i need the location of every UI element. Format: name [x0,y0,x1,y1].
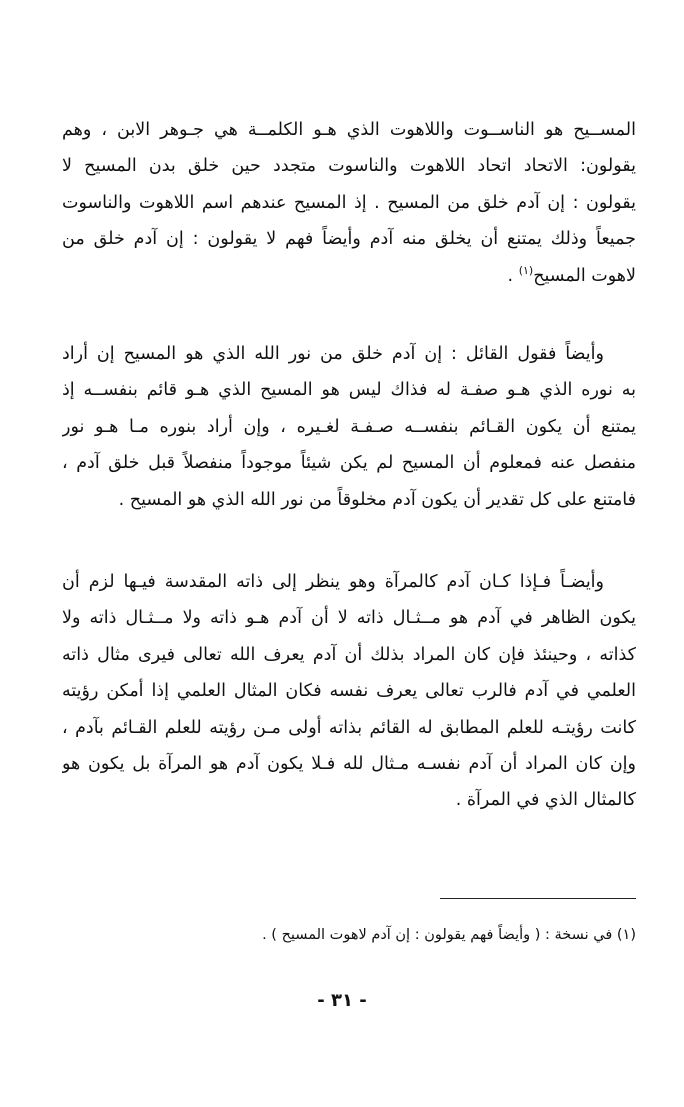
text-line: كانت رؤيتـه للعلم المطابق له القائم بذاته أولى مـن رؤيته للعلم القـائم بآدم ، [62,717,636,738]
text-line: المســيح هو الناســوت واللاهوت الذي هـو الكلمــة هي جـوهر الابن ، وهم [62,120,636,140]
text-line: به نوره الذي هـو صفـة له فذاك ليس هو المسيح الذي هـو قائم بنفســه إذ [62,380,636,401]
footnote: (١) في نسخة : ( وأيضاً فهم يقولون : إن آدم لاهوت المسيح ) . [262,927,636,943]
paragraph-1 [62,112,636,294]
text-line: يمتنع أن يكون القـائم بنفســه صـفـة لغـيره ، وإن أراد بنوره مـا هـو نور [62,416,636,437]
text-line: يقولون: الاتحاد اتحاد اللاهوت والناسوت متجدد حين خلق بدن المسيح لا [62,156,636,177]
text-line-last [62,258,636,294]
text-fragment-end: . [507,265,519,286]
page-number: - ٣١ - [317,990,367,1011]
paragraph-3 [62,564,636,819]
text-line: وأيضاً فقول القائل : إن آدم خلق من نور الله الذي هو المسيح إن أراد [62,344,604,364]
text-line: منفصل عنه فمعلوم أن المسيح لم يكن شيئاً موجوداً منفصلاً قبل خلق آدم ، [62,453,636,474]
footnote-separator [440,898,636,899]
text-line: جميعاً وذلك يمتنع أن يخلق منه آدم وأيضاً فهم لا يقولون : إن آدم خلق من [62,229,636,250]
text-fragment: لاهوت المسيح [533,265,636,286]
paragraph-2 [62,336,636,518]
text-line: كذاته ، وحينئذ فإن كان المراد بذلك أن آدم يعرف الله تعالى فيرى مثال ذاته [62,644,636,665]
text-line: العلمي في آدم فالرب تعالى يعرف نفسه فكان المثال العلمي إذا أمكن رؤيته [62,681,636,702]
text-line: يكون الظاهر في آدم هو مــثـال ذاته لا أن آدم هـو ذاته ولا مــثـال ذاته ولا [62,608,636,629]
text-line: وإن كان المراد أن آدم نفسـه مـثال لله فـلا يكون آدم هو المرآة بل يكون هو [62,754,636,775]
text-line-last: كالمثال الذي في المرآة . [455,790,636,811]
text-line: وأيضـاً فـإذا كـان آدم كالمرآة وهو ينظر إلى ذاته المقدسة فيـها لزم أن [62,572,604,592]
text-line: يقولون : إن آدم خلق من المسيح . إذ المسيح عندهم اسم اللاهوت والناسوت [62,192,636,213]
text-line-last: فامتنع على كل تقدير أن يكون آدم مخلوقاً من نور الله الذي هو المسيح . [118,489,636,510]
footnote-reference[interactable]: (١) [518,263,534,277]
